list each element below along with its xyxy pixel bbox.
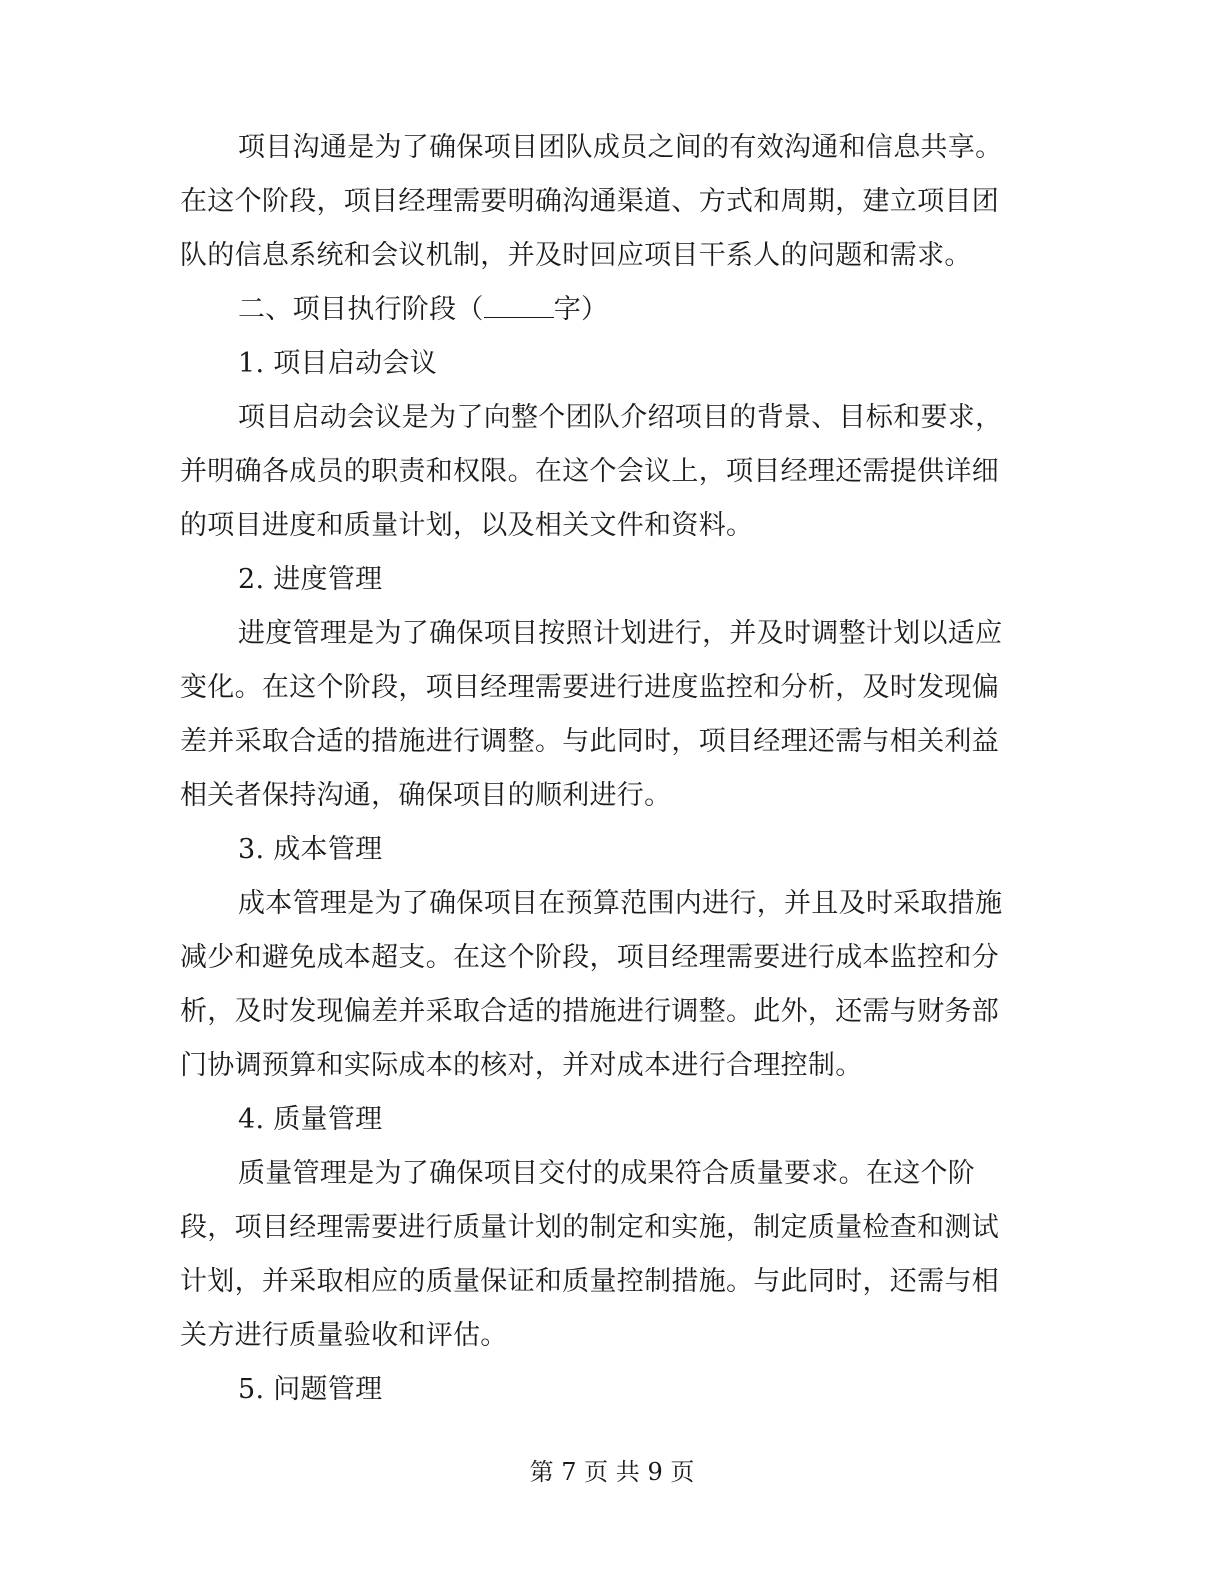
paragraph-schedule-line-1: 进度管理是为了确保项目按照计划进行，并及时调整计划以适应	[238, 618, 1003, 649]
paragraph-communication-line-2: 在这个阶段，项目经理需要明确沟通渠道、方式和周期，建立项目团	[180, 186, 999, 217]
subheading-issue-management: 5. 问题管理	[238, 1374, 383, 1405]
paragraph-schedule-line-3: 差并采取合适的措施进行调整。与此同时，项目经理还需与相关利益	[180, 726, 999, 757]
paragraph-schedule-line-4: 相关者保持沟通，确保项目的顺利进行。	[180, 780, 672, 811]
section-heading-execution	[238, 290, 608, 330]
paragraph-cost-line-4: 门协调预算和实际成本的核对，并对成本进行合理控制。	[180, 1050, 863, 1081]
paragraph-cost-line-3: 析，及时发现偏差并采取合适的措施进行调整。此外，还需与财务部	[180, 996, 999, 1027]
subheading-schedule-management: 2. 进度管理	[238, 564, 383, 595]
paragraph-quality-line-4: 关方进行质量验收和评估。	[180, 1320, 508, 1351]
paragraph-communication-line-1: 项目沟通是为了确保项目团队成员之间的有效沟通和信息共享。	[238, 132, 1003, 163]
paragraph-kickoff-line-1: 项目启动会议是为了向整个团队介绍项目的背景、目标和要求，	[238, 402, 1003, 433]
subheading-cost-management: 3. 成本管理	[238, 834, 383, 865]
paragraph-quality-line-1: 质量管理是为了确保项目交付的成果符合质量要求。在这个阶	[238, 1158, 976, 1189]
paragraph-quality-line-3: 计划，并采取相应的质量保证和质量控制措施。与此同时，还需与相	[180, 1266, 999, 1297]
section-heading-suffix: 字）	[553, 294, 609, 325]
section-heading-prefix: 二、项目执行阶段（	[238, 294, 484, 325]
page-number-footer: 第 7 页 共 9 页	[529, 1458, 695, 1486]
paragraph-schedule-line-2: 变化。在这个阶段，项目经理需要进行进度监控和分析，及时发现偏	[180, 672, 999, 703]
paragraph-cost-line-2: 减少和避免成本超支。在这个阶段，项目经理需要进行成本监控和分	[180, 942, 999, 973]
paragraph-cost-line-1: 成本管理是为了确保项目在预算范围内进行，并且及时采取措施	[238, 888, 1003, 919]
word-count-blank	[484, 291, 554, 318]
paragraph-kickoff-line-2: 并明确各成员的职责和权限。在这个会议上，项目经理还需提供详细	[180, 456, 999, 487]
subheading-kickoff-meeting: 1. 项目启动会议	[238, 348, 438, 379]
paragraph-quality-line-2: 段，项目经理需要进行质量计划的制定和实施，制定质量检查和测试	[180, 1212, 999, 1243]
paragraph-communication-line-3: 队的信息系统和会议机制，并及时回应项目干系人的问题和需求。	[180, 240, 972, 271]
subheading-quality-management: 4. 质量管理	[238, 1104, 383, 1135]
paragraph-kickoff-line-3: 的项目进度和质量计划，以及相关文件和资料。	[180, 510, 754, 541]
